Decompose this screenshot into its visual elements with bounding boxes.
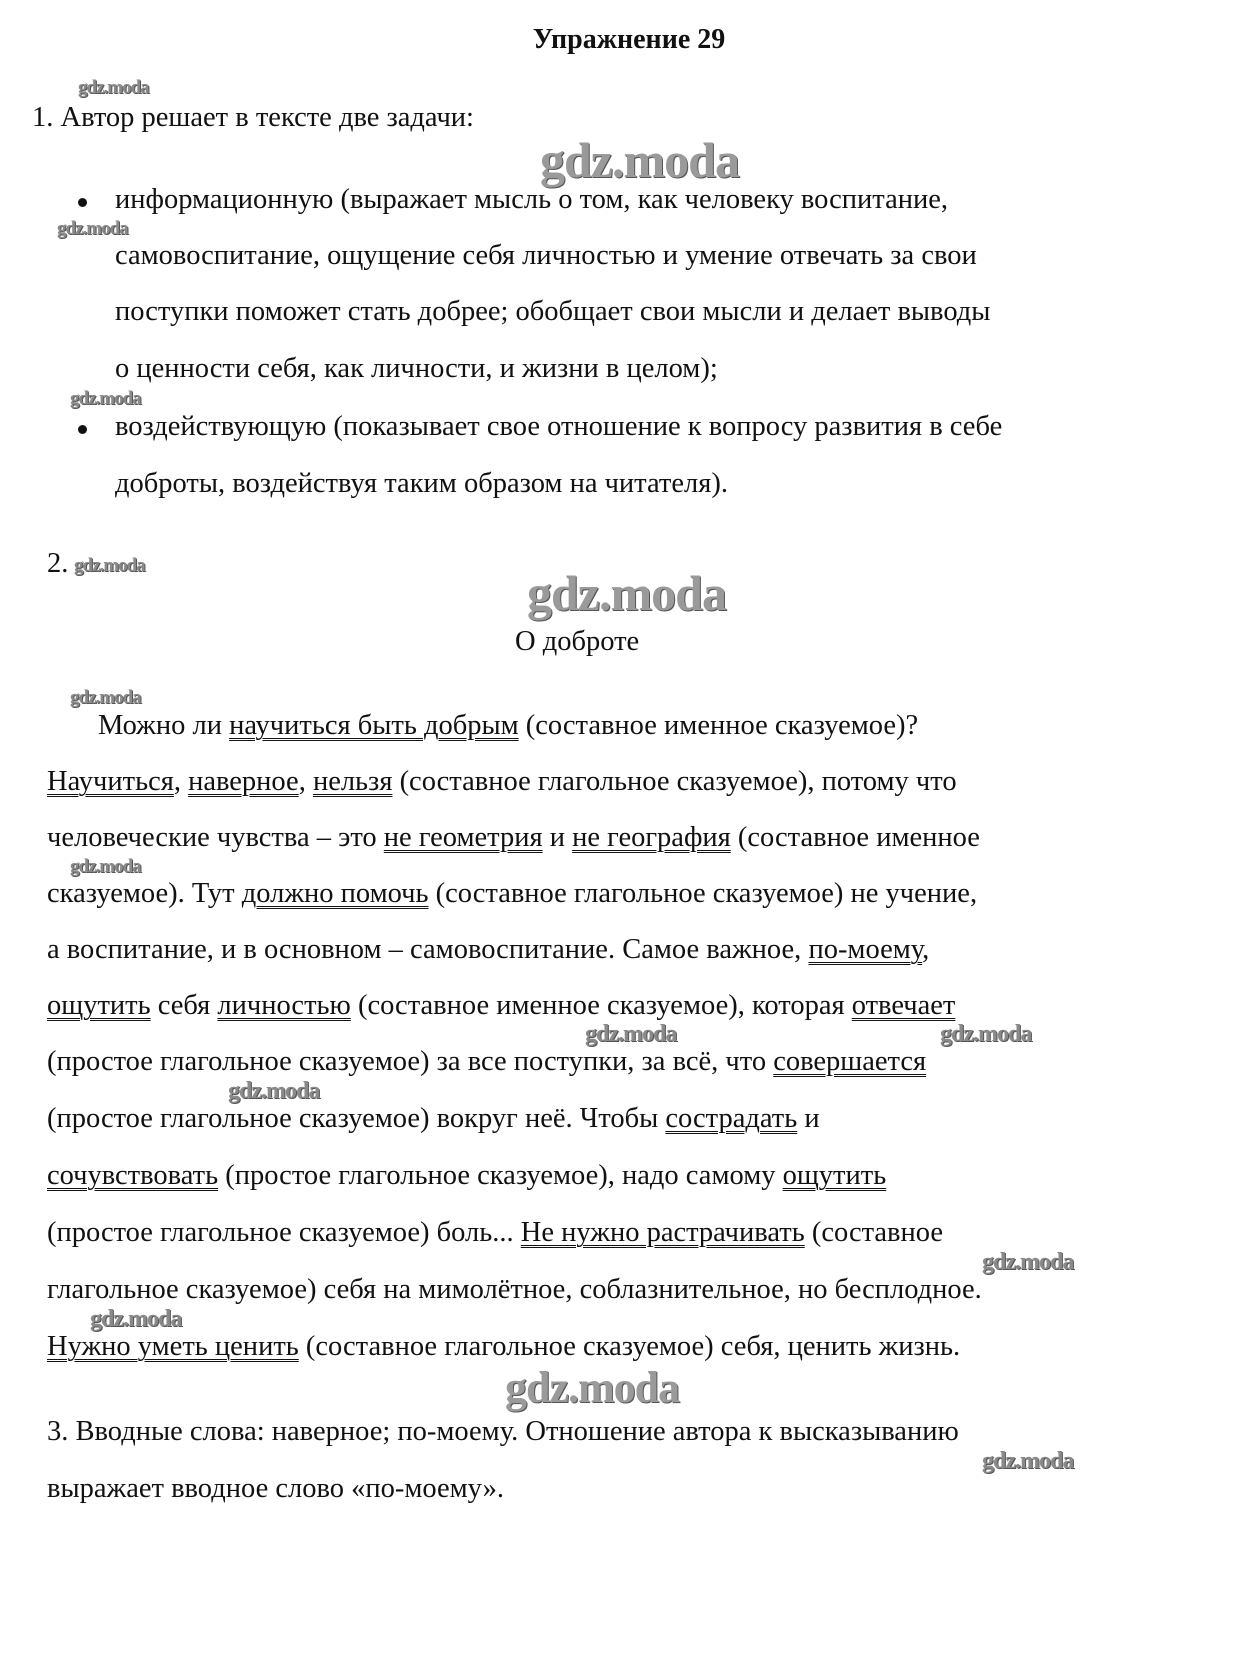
text-segment: информационную (выражает мысль о том, как человеку воспитание, [115,184,948,215]
text-segment: глагольное сказуемое) себя на мимолётное, соблазнительное, но бесплодное. [47,1274,982,1305]
text-segment: (простое глагольное сказуемое) вокруг неё. Чтобы [47,1103,666,1134]
watermark: gdz.moda [57,218,128,239]
text-segment: доброты, воздействуя таким образом на читателя). [115,468,728,499]
text-segment: (составное [804,1217,944,1248]
text-segment: , [173,766,189,797]
underlined-predicate: научиться быть добрым [229,710,519,741]
underlined-predicate: отвечает [851,990,956,1021]
text-segment: , [298,766,313,797]
text-line [47,880,977,909]
watermark: gdz.moda [78,77,149,98]
underlined-predicate: по-моему [808,934,923,965]
underlined-predicate: сочувствовать [47,1160,219,1191]
underlined-predicate: не геометрия [383,822,543,853]
watermark: gdz.moda [70,856,141,877]
text-segment: самовоспитание, ощущение себя личностью и умение отвечать за свои [115,240,977,271]
exercise-title: Упражнение 29 [532,24,726,55]
text-segment: (составное именное сказуемое), которая [350,990,852,1021]
text-segment: а воспитание, и в основном – самовоспитание. Самое важное, [47,934,809,965]
text-segment: о ценности себя, как личности, и жизни в целом); [115,353,718,384]
underlined-predicate: ощутить [47,990,151,1021]
underlined-predicate: Не нужно растрачивать [520,1217,805,1248]
underlined-predicate: наверное [188,766,299,797]
text-segment: (простое глагольное сказуемое) за все поступки, за всё, что [47,1046,774,1077]
text-segment: 1. Автор решает в тексте две задачи: [32,102,474,133]
watermark: gdz.moda [940,1021,1032,1047]
text-segment: (составное именное [730,822,980,853]
text-line [47,824,980,853]
watermark: gdz.moda [70,687,141,708]
essay-title: О доброте [515,626,640,657]
underlined-predicate: личностью [217,990,351,1021]
underlined-predicate: сострадать [665,1103,798,1134]
text-line [47,1276,982,1305]
text-segment: (составное глагольное сказуемое) не учение, [428,878,978,909]
text-line [47,992,955,1021]
text-line [47,768,957,797]
underlined-predicate: не география [572,822,731,853]
watermark: gdz.moda [982,1249,1074,1275]
text-line [115,242,977,271]
text-line [47,550,68,579]
watermark: gdz.moda [527,565,726,621]
watermark: gdz.moda [70,388,141,409]
text-line [47,1333,960,1362]
text-line [47,1475,504,1504]
underlined-predicate: Нужно уметь ценить [47,1331,299,1362]
text-line [47,936,929,965]
text-line [47,1162,886,1191]
text-line [47,1105,820,1134]
underlined-predicate: нельзя [312,766,393,797]
text-segment: 3. Вводные слова: наверное; по-моему. Отношение автора к высказыванию [47,1416,959,1447]
text-segment: (простое глагольное сказуемое), надо самому [218,1160,783,1191]
text-line [98,712,918,741]
watermark: gdz.moda [505,1363,680,1412]
text-segment: (составное глагольное сказуемое), потому что [392,766,957,797]
text-segment: (составное глагольное сказуемое) себя, ценить жизнь. [298,1331,961,1362]
underlined-predicate: Научиться [47,766,174,797]
text-line [115,355,718,384]
text-line [115,413,1002,442]
text-segment: выражает вводное слово «по-моему». [47,1473,505,1504]
text-line [115,470,728,499]
text-line [47,1219,943,1248]
text-segment: (составное именное сказуемое)? [518,710,919,741]
text-segment: Можно ли [98,710,230,741]
text-segment: человеческие чувства – это [47,822,384,853]
watermark: gdz.moda [74,555,145,576]
text-segment: и [542,822,573,853]
underlined-predicate: ощутить [782,1160,887,1191]
watermark: gdz.moda [585,1021,677,1047]
text-segment: поступки поможет стать добрее; обобщает свои мысли и делает выводы [115,296,991,327]
text-segment: сказуемое). Тут [47,878,242,909]
bullet-icon [78,198,87,207]
text-line [115,186,948,215]
text-segment: (простое глагольное сказуемое) боль... [47,1217,521,1248]
text-line [115,298,990,327]
watermark: gdz.moda [228,1078,320,1104]
text-line [47,1048,926,1077]
text-line [32,104,474,133]
watermark: gdz.moda [90,1306,182,1332]
text-segment: себя [150,990,218,1021]
watermark: gdz.moda [982,1448,1074,1474]
text-line [47,1418,959,1447]
bullet-icon [78,425,87,434]
text-segment: и [797,1103,820,1134]
underlined-predicate: должно помочь [241,878,429,909]
text-segment: воздействующую (показывает свое отношение к вопросу развития в себе [115,411,1003,442]
text-segment: , [922,934,930,965]
underlined-predicate: совершается [773,1046,927,1077]
watermark: gdz.moda [540,132,739,188]
text-segment: 2. [47,548,69,579]
